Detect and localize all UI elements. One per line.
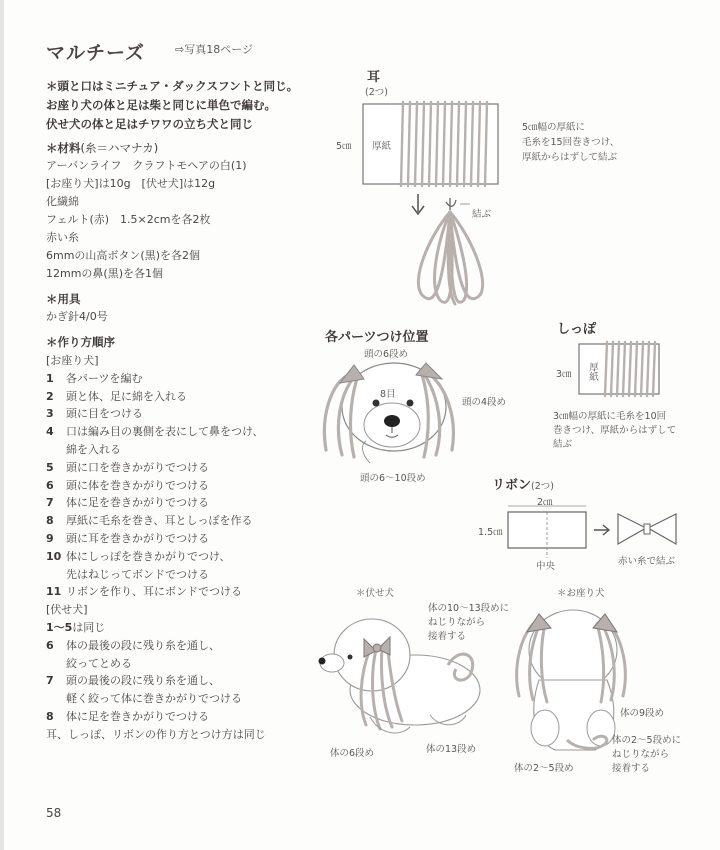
step-number: 9	[46, 531, 54, 545]
page-number: 58	[46, 806, 62, 820]
lying-dog-label: [伏せ犬]	[46, 603, 88, 617]
materials-line: 赤い糸	[46, 231, 79, 244]
materials-line: 化繊綿	[46, 195, 79, 208]
step-text: 体に足を巻きかがりでつける	[66, 496, 209, 510]
ear-card-label: 厚紙	[370, 138, 393, 152]
note-line: ＊頭と口はミニチュア・ダックスフントと同じ。	[46, 79, 299, 93]
step-number: 6	[46, 478, 54, 492]
step-number: 1	[46, 371, 54, 385]
step-number: 5	[46, 460, 54, 474]
sitting-tail-note-line: ねじりながら	[612, 749, 670, 760]
sitting-steps-list	[46, 370, 266, 601]
step-continuation: 軽く絞って体に巻きかがりでつける	[66, 692, 242, 706]
materials-line: 6mmの山高ボタン(黒)を各2個	[46, 249, 201, 262]
tail-desc-line: 巻きつけ、厚紙からはずして	[553, 425, 677, 436]
lying-tail-note-line: ねじりながら	[428, 617, 486, 628]
materials-heading	[46, 140, 158, 156]
materials-line: [お座り犬]は10g [伏せ犬]は12g	[46, 177, 216, 190]
lying-tail-note-line: 体の10～13段めに	[428, 603, 510, 614]
step-number: 10	[46, 549, 62, 563]
step-text: 体にしっぽを巻きかがりでつけ、	[66, 549, 231, 563]
note-line: 伏せ犬の体と足はチワワの立ち犬と同じ	[46, 117, 253, 131]
step-item	[46, 494, 266, 512]
materials-line: アーバンライフ クラフトモヘアの白(1)	[46, 159, 247, 172]
tail-size-label: 3㎝	[556, 369, 572, 380]
label-head-row6-10: 頭の6～10段め	[360, 473, 426, 484]
note-line: お座り犬の体と足は柴と同じに単色で編む。	[46, 98, 276, 112]
step-item	[46, 388, 266, 406]
step-continuation: 絞ってとめる	[66, 656, 132, 670]
ear-desc-line: 毛糸を15回巻きつけ、	[522, 137, 620, 148]
label-body-row13: 体の13段め	[426, 744, 477, 755]
ribbon-title-text: リボン	[492, 478, 532, 493]
step-number: 6	[46, 638, 54, 652]
step-item	[46, 405, 266, 423]
ear-description	[522, 120, 619, 165]
materials-line: フェルト(赤) 1.5×2cmを各2枚	[46, 213, 211, 226]
step-number: 8	[46, 514, 54, 528]
step-number: 7	[46, 496, 54, 510]
ribbon-center-label: 中央	[536, 561, 556, 572]
step-text: 体に足を巻きかがりでつける	[66, 709, 209, 723]
procedure-footer: 耳、しっぽ、リボンの作り方とつけ方は同じ	[46, 727, 266, 741]
sitting-tail-note-line: 接着する	[612, 763, 651, 774]
step-text: 厚紙に毛糸を巻き、耳としっぽを作る	[66, 514, 253, 528]
sitting-dog-tail-note	[612, 734, 681, 776]
label-head-row6: 頭の6段め	[364, 349, 409, 360]
ribbon-diagram	[500, 500, 690, 560]
tail-desc-line: 結ぶ	[553, 439, 573, 450]
page-title: マルチーズ	[46, 42, 146, 64]
ear-desc-line: 5㎝幅の厚紙に	[522, 122, 586, 133]
step-text: 口は編み目の裏側を表にして鼻をつけ、	[66, 425, 264, 439]
step-item	[46, 619, 266, 637]
tail-title: しっぽ	[557, 322, 597, 337]
ear-tie-label: 結ぶ	[472, 209, 492, 220]
tools-line: かぎ針4/0号	[46, 310, 108, 323]
step-text: 頭と体、足に綿を入れる	[66, 389, 187, 403]
lying-dog-diagram	[310, 605, 490, 755]
step-text: 頭に耳を巻きかがりでつける	[66, 531, 209, 545]
step-text: は同じ	[72, 620, 106, 634]
step-number: 1～5	[46, 620, 73, 634]
step-number: 4	[46, 425, 54, 439]
parts-title: 各パーツつけ位置	[325, 330, 429, 345]
step-item	[46, 548, 266, 566]
step-text: 頭に体を巻きかがりでつける	[66, 478, 209, 492]
tools-heading: ＊用具	[46, 292, 81, 306]
step-number: 8	[46, 709, 54, 723]
materials-heading-sub: (糸＝ハマナカ)	[80, 141, 159, 155]
step-item	[46, 423, 266, 441]
label-head-row4: 頭の4段め	[462, 397, 507, 408]
lying-dog-title: ＊伏せ犬	[356, 588, 395, 599]
tail-desc-line: 3㎝幅の厚紙に毛糸を10回	[553, 411, 667, 422]
page-edge	[0, 0, 4, 850]
ear-size-label: 5㎝	[336, 141, 352, 152]
sitting-dog-title: ＊お座り犬	[557, 588, 605, 599]
step-item	[46, 637, 266, 655]
step-number: 2	[46, 389, 54, 403]
ear-desc-line: 厚紙からはずして結ぶ	[522, 152, 618, 163]
label-eye-stitches: 8目	[380, 389, 396, 400]
label-body-row2-5: 体の2～5段め	[514, 763, 574, 774]
ribbon-count: (2つ)	[531, 481, 554, 492]
ribbon-title	[492, 474, 554, 493]
ribbon-height-label: 1.5㎝	[478, 527, 503, 538]
tail-description	[553, 410, 676, 452]
step-item	[46, 530, 266, 548]
step-text: 頭に目をつける	[66, 407, 143, 421]
label-body-row6: 体の6段め	[330, 748, 375, 759]
sitting-tail-note-line: 体の2～5段めに	[612, 735, 682, 746]
step-item	[46, 459, 266, 477]
step-continuation: 綿を入れる	[66, 442, 121, 456]
sitting-dog-label: [お座り犬]	[46, 354, 99, 367]
materials-heading-text: ＊材料	[46, 141, 81, 155]
procedure-steps	[46, 352, 266, 744]
step-item	[46, 708, 266, 726]
ear-title: 耳	[367, 70, 381, 85]
step-continuation: 先はねじってボンドでつける	[66, 567, 209, 581]
step-text: 体の最後の段に残り糸を通し、	[66, 638, 220, 652]
step-text: 頭の最後の段に残り糸を通し、	[66, 674, 220, 688]
ear-count: (2つ)	[365, 87, 388, 98]
head-placement-diagram	[312, 345, 482, 475]
lying-tail-note-line: 接着する	[428, 631, 467, 642]
step-item	[46, 672, 266, 690]
step-number: 3	[46, 407, 54, 421]
step-text: 頭に口を巻きかがりでつける	[66, 460, 209, 474]
step-text: リボンを作り、耳にボンドでつける	[66, 585, 242, 599]
procedure-heading: ＊作り方順序	[46, 335, 115, 349]
step-item	[46, 370, 266, 388]
photo-reference: ⇨写真18ページ	[175, 43, 253, 56]
label-body-row9: 体の9段め	[620, 708, 665, 719]
ear-tassel-diagram	[400, 190, 510, 315]
step-text: 各パーツを編む	[66, 371, 143, 385]
step-item	[46, 583, 266, 601]
tail-card-label: 厚紙	[587, 362, 598, 381]
ribbon-width-label: 2㎝	[537, 497, 553, 508]
ribbon-tie-label: 赤い糸で結ぶ	[618, 556, 676, 567]
step-item	[46, 512, 266, 530]
step-item	[46, 477, 266, 495]
step-number: 11	[46, 585, 62, 599]
materials-line: 12mmの鼻(黒)を各1個	[46, 267, 164, 280]
step-number: 7	[46, 674, 54, 688]
lying-steps-list	[46, 637, 266, 726]
